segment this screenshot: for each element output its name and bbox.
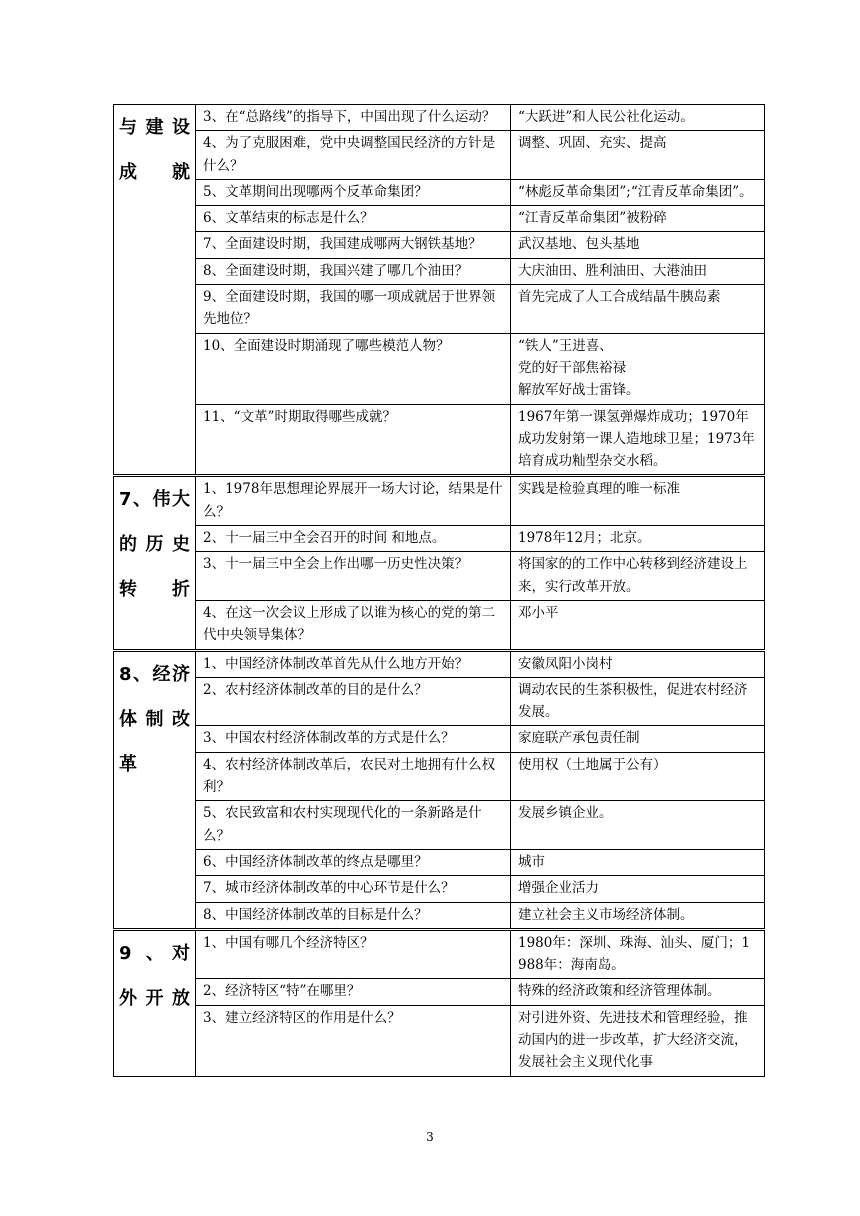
answer-cell: “大跃进”和人民公社化运动。 (511, 105, 765, 131)
table-row (114, 726, 765, 752)
page-number: 3 (426, 1130, 434, 1144)
table-row (114, 552, 765, 601)
answer-cell: 使用权（土地属于公有） (511, 752, 765, 801)
answer-cell: 城市 (511, 849, 765, 875)
answer-cell: 大庆油田、胜利油田、大港油田 (511, 258, 765, 284)
answer-cell: “江青反革命集团”被粉碎 (511, 206, 765, 232)
answer-cell: 首先完成了人工合成结晶牛胰岛素 (511, 285, 765, 334)
table-row (114, 929, 765, 979)
question-cell: 3、十一届三中全会上作出哪一历史性决策？ (196, 552, 511, 601)
question-cell: 1、中国有哪几个经济特区？ (196, 929, 511, 979)
answer-cell: 1967年第一课氢弹爆炸成功；1970年成功发射第一课人造地球卫星；1973年培育成功籼型杂交水稻。 (511, 404, 765, 476)
table-row (114, 600, 765, 650)
section-title: 与建设成就 (114, 105, 196, 476)
table-row (114, 476, 765, 526)
question-cell: 3、中国农村经济体制改革的方式是什么？ (196, 726, 511, 752)
answer-cell: 1980年：深圳、珠海、汕头、厦门；1988年：海南岛。 (511, 929, 765, 979)
table-row (114, 650, 765, 677)
table-row (114, 849, 765, 875)
qa-table-body (114, 105, 765, 1077)
table-row (114, 752, 765, 801)
table-row (114, 1005, 765, 1076)
question-cell: 5、文革期间出现哪两个反革命集团？ (196, 179, 511, 205)
answer-cell: 1978年12月；北京。 (511, 526, 765, 552)
question-cell: 7、城市经济体制改革的中心环节是什么？ (196, 876, 511, 902)
answer-cell: 特殊的经济政策和经济管理体制。 (511, 979, 765, 1005)
table-row (114, 285, 765, 334)
table-row (114, 876, 765, 902)
answer-cell: 将国家的的工作中心转移到经济建设上来，实行改革开放。 (511, 552, 765, 601)
answer-cell: “林彪反革命集团”;“江青反革命集团”。 (511, 179, 765, 205)
question-cell: 8、全面建设时期，我国兴建了哪几个油田？ (196, 258, 511, 284)
answer-cell: 实践是检验真理的唯一标准 (511, 476, 765, 526)
question-cell: 7、全面建设时期，我国建成哪两大钢铁基地？ (196, 232, 511, 258)
answer-cell: 发展乡镇企业。 (511, 801, 765, 850)
question-cell: 2、农村经济体制改革的目的是什么？ (196, 677, 511, 726)
question-cell: 5、农民致富和农村实现现代化的一条新路是什么？ (196, 801, 511, 850)
table-row (114, 206, 765, 232)
question-cell: 4、农村经济体制改革后，农民对土地拥有什么权利？ (196, 752, 511, 801)
table-row (114, 979, 765, 1005)
answer-cell: 对引进外资、先进技术和管理经验，推动国内的进一步改革，扩大经济交流，发展社会主义现代化事 (511, 1005, 765, 1076)
table-row (114, 258, 765, 284)
question-cell: 2、十一届三中全会召开的时间 和地点。 (196, 526, 511, 552)
question-cell: 3、在“总路线”的指导下，中国出现了什么运动？ (196, 105, 511, 131)
table-row (114, 232, 765, 258)
question-cell: 6、中国经济体制改革的终点是哪里？ (196, 849, 511, 875)
answer-cell: 家庭联产承包责任制 (511, 726, 765, 752)
question-cell: 11、“文革”时期取得哪些成就？ (196, 404, 511, 476)
table-row (114, 105, 765, 131)
answer-cell: 调动农民的生茶积极性，促进农村经济发展。 (511, 677, 765, 726)
question-cell: 2、经济特区“特”在哪里？ (196, 979, 511, 1005)
question-cell: 6、文革结束的标志是什么？ (196, 206, 511, 232)
table-row (114, 333, 765, 404)
table-row (114, 404, 765, 476)
answer-cell: 增强企业活力 (511, 876, 765, 902)
section-title: 7、伟大的历史转折 (114, 476, 196, 650)
answer-cell: 邓小平 (511, 600, 765, 650)
answer-cell: 武汉基地、包头基地 (511, 232, 765, 258)
question-cell: 4、在这一次会议上形成了以谁为核心的党的第二代中央领导集体？ (196, 600, 511, 650)
qa-table (113, 104, 765, 1077)
table-row (114, 131, 765, 180)
question-cell: 1、1978年思想理论界展开一场大讨论，结果是什么？ (196, 476, 511, 526)
question-cell: 1、中国经济体制改革首先从什么地方开始？ (196, 650, 511, 677)
answer-cell: “铁人”王进喜、 党的好干部焦裕禄 解放军好战士雷锋。 (511, 333, 765, 404)
section-title: 8、经济体制改革 (114, 650, 196, 929)
answer-cell: 安徽凤阳小岗村 (511, 650, 765, 677)
question-cell: 8、中国经济体制改革的目标是什么？ (196, 902, 511, 929)
question-cell: 4、为了克服困难，党中央调整国民经济的方针是什么？ (196, 131, 511, 180)
table-row (114, 677, 765, 726)
answer-cell: 建立社会主义市场经济体制。 (511, 902, 765, 929)
question-cell: 9、全面建设时期，我国的哪一项成就居于世界领先地位？ (196, 285, 511, 334)
table-row (114, 526, 765, 552)
question-cell: 10、全面建设时期涌现了哪些模范人物？ (196, 333, 511, 404)
answer-cell: 调整、巩固、充实、提高 (511, 131, 765, 180)
section-title: 9 、对外开放 (114, 929, 196, 1076)
table-row (114, 179, 765, 205)
question-cell: 3、建立经济特区的作用是什么？ (196, 1005, 511, 1076)
table-row (114, 902, 765, 929)
table-row (114, 801, 765, 850)
